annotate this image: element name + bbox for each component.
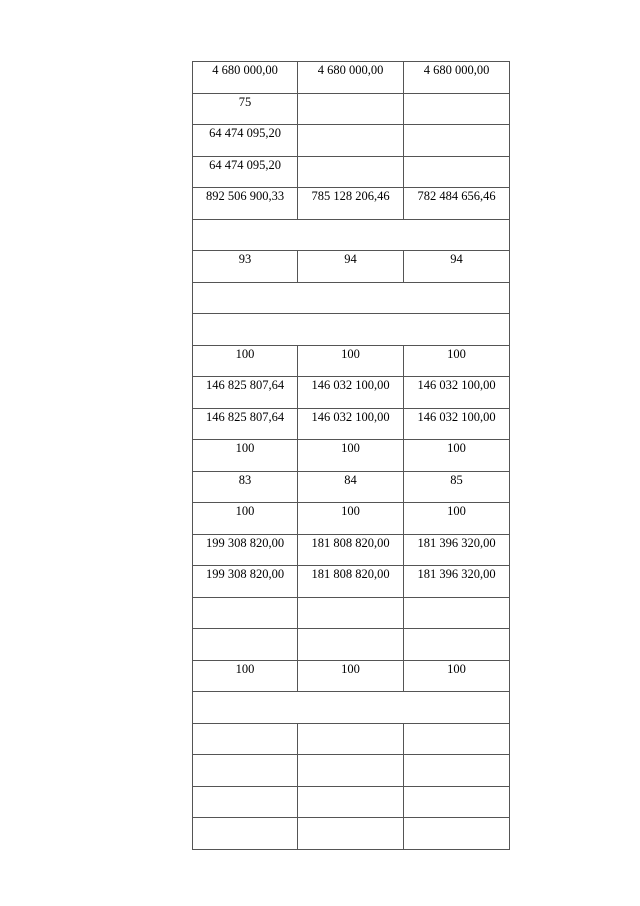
table-cell <box>404 125 510 157</box>
table-row <box>193 755 510 787</box>
table-cell <box>404 723 510 755</box>
table-cell: 100 <box>193 503 298 535</box>
table-cell <box>298 597 404 629</box>
table-cell <box>298 629 404 661</box>
table-cell: 181 808 820,00 <box>298 534 404 566</box>
table-cell: 4 680 000,00 <box>404 62 510 94</box>
table-row <box>193 660 510 692</box>
table-cell: 181 808 820,00 <box>298 566 404 598</box>
table-cell: 100 <box>404 440 510 472</box>
table-cell <box>404 156 510 188</box>
table-row <box>193 188 510 220</box>
values-table <box>192 61 510 850</box>
table-cell: 146 825 807,64 <box>193 377 298 409</box>
table-row <box>193 723 510 755</box>
table-cell: 146 032 100,00 <box>404 377 510 409</box>
table-row <box>193 156 510 188</box>
table-row <box>193 314 510 346</box>
table-row <box>193 534 510 566</box>
table-cell <box>404 93 510 125</box>
table-cell: 100 <box>404 503 510 535</box>
table-cell <box>298 156 404 188</box>
table-cell: 146 032 100,00 <box>298 408 404 440</box>
merged-cell <box>193 692 510 724</box>
table-cell <box>193 597 298 629</box>
table-row <box>193 440 510 472</box>
table-row <box>193 503 510 535</box>
table-cell: 892 506 900,33 <box>193 188 298 220</box>
table-cell <box>298 755 404 787</box>
table-cell: 75 <box>193 93 298 125</box>
table-row <box>193 93 510 125</box>
table-cell <box>298 125 404 157</box>
table-row <box>193 219 510 251</box>
table-row <box>193 377 510 409</box>
table-cell: 100 <box>298 440 404 472</box>
table-cell: 4 680 000,00 <box>193 62 298 94</box>
table-cell: 64 474 095,20 <box>193 156 298 188</box>
table-row <box>193 125 510 157</box>
table-cell <box>298 723 404 755</box>
table-cell <box>193 629 298 661</box>
table-cell: 785 128 206,46 <box>298 188 404 220</box>
table-row <box>193 692 510 724</box>
table-cell: 199 308 820,00 <box>193 534 298 566</box>
table-cell <box>193 755 298 787</box>
table-cell: 93 <box>193 251 298 283</box>
table-row <box>193 597 510 629</box>
table-cell: 100 <box>404 345 510 377</box>
table-cell: 94 <box>298 251 404 283</box>
table-cell <box>404 755 510 787</box>
table-row <box>193 471 510 503</box>
table-cell <box>298 93 404 125</box>
table-row <box>193 786 510 818</box>
table-row <box>193 566 510 598</box>
table-cell <box>298 786 404 818</box>
table-cell: 146 032 100,00 <box>298 377 404 409</box>
table-cell: 94 <box>404 251 510 283</box>
table-cell <box>298 818 404 850</box>
merged-cell <box>193 219 510 251</box>
table-cell: 199 308 820,00 <box>193 566 298 598</box>
table-cell: 100 <box>193 660 298 692</box>
table-row <box>193 345 510 377</box>
table-cell: 83 <box>193 471 298 503</box>
table-cell <box>193 786 298 818</box>
table-cell: 100 <box>298 503 404 535</box>
merged-cell <box>193 282 510 314</box>
table-cell: 64 474 095,20 <box>193 125 298 157</box>
table-cell: 100 <box>193 345 298 377</box>
table-cell: 100 <box>298 345 404 377</box>
table-cell <box>404 786 510 818</box>
table-cell <box>404 629 510 661</box>
table-body <box>193 62 510 850</box>
table-cell: 100 <box>193 440 298 472</box>
table-cell: 85 <box>404 471 510 503</box>
table-row <box>193 282 510 314</box>
table-cell: 100 <box>404 660 510 692</box>
table-row <box>193 408 510 440</box>
table-row <box>193 251 510 283</box>
table-row <box>193 62 510 94</box>
table-cell: 100 <box>298 660 404 692</box>
table-cell <box>404 818 510 850</box>
table-cell: 181 396 320,00 <box>404 534 510 566</box>
table-cell: 181 396 320,00 <box>404 566 510 598</box>
table-cell: 84 <box>298 471 404 503</box>
table-cell: 4 680 000,00 <box>298 62 404 94</box>
table-row <box>193 629 510 661</box>
table-cell <box>193 723 298 755</box>
table-row <box>193 818 510 850</box>
table-cell: 146 825 807,64 <box>193 408 298 440</box>
table-cell: 782 484 656,46 <box>404 188 510 220</box>
table-cell <box>193 818 298 850</box>
table-cell <box>404 597 510 629</box>
merged-cell <box>193 314 510 346</box>
table-cell: 146 032 100,00 <box>404 408 510 440</box>
